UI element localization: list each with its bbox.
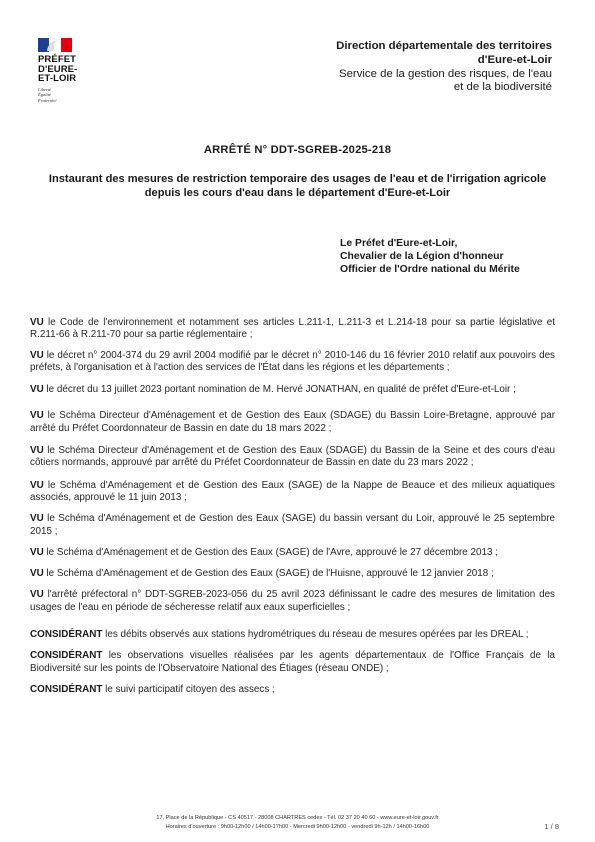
paragraph-keyword: CONSIDÉRANT (30, 650, 103, 662)
visa-paragraph (30, 589, 555, 614)
visa-paragraph (30, 317, 555, 342)
motto-line: Égalité (38, 92, 51, 97)
paragraph-text: le Code de l'environnement et notamment ses articles L.211-1, L.211-3 et L.214-18 pour sa partie législative et R.211-66 à R.211-70 pour sa partie réglementaire ; (30, 317, 555, 341)
visa-paragraph (30, 547, 555, 559)
visa-paragraph (30, 513, 555, 538)
decree-body (30, 317, 555, 696)
considerant-paragraph (30, 629, 555, 641)
considerant-paragraph (30, 650, 555, 675)
paragraph-keyword: CONSIDÉRANT (30, 629, 103, 641)
paragraph-keyword: VU (30, 410, 44, 422)
paragraph-text: les débits observés aux stations hydrométriques du réseau de mesures opérées par les DREAL ; (105, 629, 529, 641)
prefet-title: Chevalier de la Légion d'honneur (340, 251, 504, 262)
decree-subtitle: Instaurant des mesures de restriction temporaire des usages de l'eau et de l'irrigation agricole depuis les cours d'eau dans le département d'Eure-et-Loir (48, 173, 547, 199)
prefet-name: Le Préfet d'Eure-et-Loir, (340, 238, 458, 249)
paragraph-keyword: VU (30, 589, 44, 601)
paragraph-text: l'arrêté préfectoral n° DDT-SGREB-2023-056 du 25 avril 2023 définissant le cadre des mesures de limitation des usages de l'eau en période de sécheresse relatif aux eaux superficielles ; (30, 589, 555, 613)
logo-text (38, 55, 100, 84)
paragraph-text: le Schéma Directeur d'Aménagement et de Gestion des Eaux (SDAGE) du Bassin de la Seine et des cours d'eau côtiers normands, approuvé par arrêté du Préfet Coordonnateur de Bassin en date du 23 mars 2022 ; (30, 445, 555, 469)
paragraph-keyword: VU (30, 349, 44, 361)
paragraph-keyword: VU (30, 546, 44, 558)
paragraph-text: le décret n° 2004-374 du 29 avril 2004 modifié par le décret n° 2010-146 du 16 février 2010 relatif aux pouvoirs des préfets, à l'organisation et à l'action des services de l'État dans les régions et les départements ; (30, 349, 555, 373)
paragraph-text: le suivi participatif citoyen des assecs ; (105, 683, 275, 695)
footer-address: 17, Place de la République - CS 40517 - 28008 CHARTRES cedex - Tél. 02 37 20 40 60 - www.eure-et-loir.gouv.fr (156, 815, 439, 821)
page-footer (0, 814, 595, 832)
motto-line: Fraternité (38, 97, 57, 103)
logo-line: PRÉFET (38, 54, 77, 65)
paragraph-text: les observations visuelles réalisées par les agents départementaux de l'Office Français de la Biodiversité sur les points de l'Observatoire National des Étiages (réseau ONDE) ; (30, 650, 555, 674)
marianne-flag-icon (38, 38, 72, 52)
paragraph-keyword: VU (30, 445, 44, 457)
considerant-paragraph (30, 684, 555, 696)
paragraph-text: le Schéma d'Aménagement et de Gestion des Eaux (SAGE) de l'Avre, approuvé le 27 décembre 2013 ; (46, 546, 498, 558)
page-number: 1 / 8 (544, 822, 559, 831)
motto-line: Liberté (38, 86, 51, 92)
logo-line: D'EURE- (38, 63, 78, 75)
decree-title: ARRÊTÉ N° DDT-SGREB-2025-218 (203, 144, 392, 156)
logo-motto (38, 87, 100, 104)
visa-paragraph (30, 384, 555, 396)
prefet-title: Officier de l'Ordre national du Mérite (340, 264, 520, 275)
visa-paragraph (30, 445, 555, 470)
service-direction: Direction départementale des territoires (336, 40, 552, 52)
paragraph-keyword: VU (30, 568, 44, 580)
prefecture-logo (38, 38, 100, 103)
prefet-block (340, 237, 520, 276)
paragraph-text: le Schéma d'Aménagement et de Gestion des Eaux (SAGE) de la Nappe de Beauce et des milieux aquatiques associés, approuvé le 11 juin 2013 ; (30, 479, 555, 503)
paragraph-keyword: VU (30, 317, 44, 328)
service-unit: Service de la gestion des risques, de l'eau (338, 67, 552, 80)
paragraph-keyword: VU (30, 513, 44, 525)
service-department: d'Eure-et-Loir (477, 53, 552, 66)
paragraph-keyword: CONSIDÉRANT (30, 683, 103, 695)
visa-paragraph (30, 568, 555, 580)
footer-hours: Horaires d'ouverture : 9h00-12h00 / 14h00-17h00 - Mercredi 9h00-12h00 - vendredi 9h-12h / 14h00-16h00 (165, 824, 430, 830)
visa-paragraph (30, 480, 555, 505)
logo-line: ET-LOIR (38, 73, 77, 84)
paragraph-keyword: VU (30, 479, 44, 491)
visa-paragraph (30, 410, 555, 435)
paragraph-text: le Schéma Directeur d'Aménagement et de Gestion des Eaux (SDAGE) du Bassin Loire-Bretagne, approuvé par arrêté du Préfet Coordonnateur de Bassin en date du 18 mars 2022 ; (30, 410, 555, 434)
paragraph-keyword: VU (30, 384, 44, 396)
paragraph-text: le Schéma d'Aménagement et de Gestion des Eaux (SAGE) du bassin versant du Loir, approuvé le 25 septembre 2015 ; (30, 513, 555, 537)
paragraph-text: le décret du 13 juillet 2023 portant nomination de M. Hervé JONATHAN, en qualité de préfet d'Eure-et-Loir ; (46, 384, 516, 396)
service-unit-cont: et de la biodiversité (453, 81, 552, 94)
paragraph-text: le Schéma d'Aménagement et de Gestion des Eaux (SAGE) de l'Huisne, approuvé le 12 janvier 2018 ; (46, 568, 494, 580)
issuing-service (336, 40, 552, 95)
visa-paragraph (30, 350, 555, 375)
